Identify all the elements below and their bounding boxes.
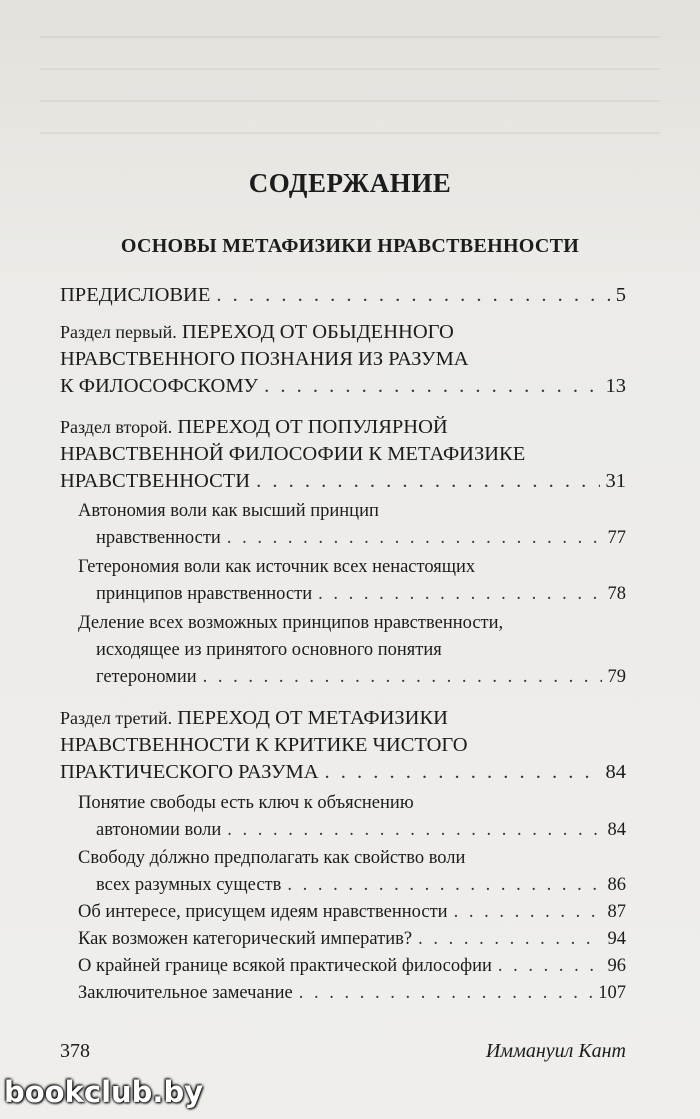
dot-leader: [325, 759, 600, 786]
footer-page-number: 378: [60, 1040, 90, 1062]
entry-text: Деление всех возможных принципов нравственности,: [78, 613, 504, 633]
entry-text: НРАВСТВЕННОЙ ФИЛОСОФИИ К МЕТАФИЗИКЕ: [60, 443, 526, 465]
page-number: 13: [605, 375, 626, 397]
toc-subentry: [78, 980, 626, 1007]
section-lead: Раздел первый.: [60, 322, 177, 342]
toc-title: СОДЕРЖАНИЕ: [248, 168, 452, 198]
entry-text: К ФИЛОСОФСКОМУ: [60, 375, 259, 397]
entry-text: исходящее из принятого основного понятия: [96, 640, 442, 660]
entry-text: О крайней границе всякой практической философии: [78, 956, 492, 976]
entry-text: ПЕРЕХОД ОТ ПОПУЛЯРНОЙ: [177, 416, 448, 438]
entry-text: ПЕРЕХОД ОТ ОБЫДЕННОГО: [181, 321, 454, 343]
page-number: 94: [607, 929, 626, 949]
part-title: ОСНОВЫ МЕТАФИЗИКИ НРАВСТВЕННОСТИ: [120, 235, 580, 257]
dot-leader: [287, 872, 601, 899]
dot-leader: [203, 664, 602, 691]
page-number: 86: [607, 875, 626, 895]
toc-subentry: [78, 554, 626, 608]
toc-subentry: [78, 953, 626, 980]
entry-text: Об интересе, присущем идеям нравственности: [78, 902, 448, 922]
toc-entry-section-1: [60, 319, 626, 400]
entry-text: ПРАКТИЧЕСКОГО РАЗУМА: [60, 761, 319, 783]
page-number: 96: [607, 956, 626, 976]
entry-text: НРАВСТВЕННОСТИ К КРИТИКЕ ЧИСТОГО: [60, 734, 468, 756]
entry-text: нравственности: [96, 528, 221, 548]
page-number: 87: [607, 902, 626, 922]
dot-leader: [454, 899, 602, 926]
dot-leader: [264, 373, 599, 400]
entry-text: Как возможен категорический императив?: [78, 929, 413, 949]
footer-author: Иммануил Кант: [485, 1040, 626, 1062]
toc-subentry: [78, 926, 626, 953]
entry-text: всех разумных существ: [96, 875, 282, 895]
page-number: 78: [607, 584, 626, 604]
dot-leader: [216, 282, 609, 309]
toc-entry-section-2: [60, 414, 626, 495]
dot-leader: [318, 581, 601, 608]
page-number: 77: [607, 528, 626, 548]
toc-subentry: [78, 498, 626, 552]
toc-subentry: [78, 899, 626, 926]
page-number: 107: [598, 983, 626, 1003]
page-number: 84: [605, 761, 626, 783]
toc-entry-section-3: [60, 705, 626, 786]
watermark-logo: bookclub.by: [4, 1075, 204, 1109]
entry-text: автономии воли: [96, 820, 222, 840]
entry-text: Заключительное замечание: [78, 983, 293, 1003]
entry-text: НРАВСТВЕННОГО ПОЗНАНИЯ ИЗ РАЗУМА: [60, 348, 469, 370]
entry-text: ПЕРЕХОД ОТ МЕТАФИЗИКИ: [177, 707, 448, 729]
toc-subentry: [78, 845, 626, 899]
section-lead: Раздел второй.: [60, 417, 173, 437]
toc-subentry: [78, 610, 626, 691]
entry-text: НРАВСТВЕННОСТИ: [60, 470, 251, 492]
dot-leader: [418, 926, 601, 953]
page-number: 31: [605, 470, 626, 492]
toc-subentry: [78, 790, 626, 844]
bleed-through-text: [40, 18, 660, 148]
entry-text: Свободу дóлжно предполагать как свойство воли: [78, 848, 466, 868]
dot-leader: [299, 980, 593, 1007]
dot-leader: [256, 468, 599, 495]
dot-leader: [498, 953, 602, 980]
entry-text: ПРЕДИСЛОВИЕ: [60, 284, 211, 306]
dot-leader: [227, 525, 602, 552]
entry-text: принципов нравственности: [96, 584, 313, 604]
dot-leader: [227, 817, 601, 844]
page-number: 5: [615, 284, 626, 306]
toc-entry-preface: [60, 282, 626, 309]
page-number: 84: [607, 820, 626, 840]
entry-text: Гетерономия воли как источник всех ненастоящих: [78, 557, 476, 577]
entry-text: Автономия воли как высший принцип: [78, 501, 379, 521]
entry-text: Понятие свободы есть ключ к объяснению: [78, 793, 414, 813]
entry-text: гетерономии: [96, 667, 197, 687]
page-number: 79: [607, 667, 626, 687]
section-lead: Раздел третий.: [60, 708, 173, 728]
